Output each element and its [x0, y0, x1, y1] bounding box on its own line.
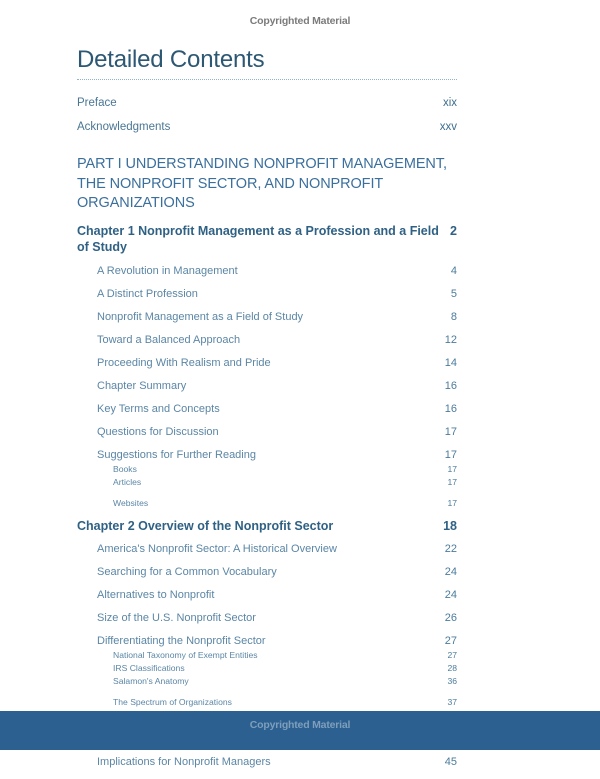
section-entry-page-number: 26 [444, 611, 457, 624]
subsection-entry-label: Salamon's Anatomy [113, 675, 189, 686]
section-entry[interactable] [97, 311, 457, 323]
subsection-entry-page-number: 28 [447, 662, 457, 673]
toc-body [77, 97, 457, 768]
section-entry-page-number: 16 [444, 402, 457, 415]
chapter-heading-page-number: 2 [450, 224, 457, 239]
section-entry-page-number: 16 [444, 379, 457, 392]
page-title: Detailed Contents [77, 46, 265, 73]
subsection-entry-page-number: 17 [447, 463, 457, 474]
section-entry-label: Size of the U.S. Nonprofit Sector [97, 611, 256, 624]
chapter-heading-label: Chapter 1 Nonprofit Management as a Profession and a Field of Study [77, 224, 439, 255]
section-entry-label: Differentiating the Nonprofit Sector [97, 634, 266, 647]
section-entry[interactable] [97, 380, 457, 392]
section-entry-label: Alternatives to Nonprofit [97, 588, 215, 601]
subsection-entry[interactable] [113, 676, 457, 686]
subsection-entry-page-number: 17 [447, 476, 457, 487]
section-entry-label: A Distinct Profession [97, 287, 198, 300]
subsection-entry-label: IRS Classifications [113, 662, 185, 673]
section-entry-label: Nonprofit Management as a Field of Study [97, 310, 304, 323]
section-entry-page-number: 17 [444, 425, 457, 438]
section-entry-label: Implications for Nonprofit Managers [97, 755, 271, 768]
section-entry-page-number: 27 [444, 634, 457, 647]
front-matter-entry-label: Acknowledgments [77, 121, 171, 134]
front-matter-entry-label: Preface [77, 97, 117, 110]
chapter-heading[interactable] [77, 518, 457, 534]
section-entry[interactable] [97, 635, 457, 647]
section-entry[interactable] [97, 357, 457, 369]
section-entry-page-number: 22 [444, 542, 457, 555]
subsection-entry-label: Articles [113, 476, 142, 487]
part-heading: PART I UNDERSTANDING NONPROFIT MANAGEMENT, THE NONPROFIT SECTOR, AND NONPROFIT ORGANIZATIONS [77, 156, 447, 211]
section-entry[interactable] [97, 403, 457, 415]
subsection-entry-page-number: 37 [447, 696, 457, 707]
section-entry-label: Suggestions for Further Reading [97, 448, 256, 461]
subsection-entry[interactable] [113, 697, 457, 707]
section-entry-page-number: 17 [444, 448, 457, 461]
subsection-entry-page-number: 27 [447, 649, 457, 660]
copyright-watermark-top: Copyrighted Material [249, 15, 351, 27]
section-entry-page-number: 14 [444, 356, 457, 369]
subsection-entry[interactable] [113, 650, 457, 660]
section-entry-page-number: 5 [450, 287, 457, 300]
section-entry[interactable] [97, 543, 457, 555]
subsection-entry[interactable] [113, 477, 457, 487]
section-entry[interactable] [97, 756, 457, 768]
title-divider [77, 79, 457, 81]
section-entry[interactable] [97, 449, 457, 461]
subsection-entry-page-number: 17 [447, 497, 457, 508]
section-entry-label: Key Terms and Concepts [97, 402, 220, 415]
subsection-entry-label: National Taxonomy of Exempt Entities [113, 649, 258, 660]
subsection-entry-label: Books [113, 463, 137, 474]
toc-content [77, 47, 457, 779]
section-entry[interactable] [97, 265, 457, 277]
section-entry-label: Searching for a Common Vocabulary [97, 565, 277, 578]
section-entry[interactable] [97, 566, 457, 578]
footer-band [0, 711, 600, 750]
section-entry-page-number: 24 [444, 565, 457, 578]
section-entry[interactable] [97, 612, 457, 624]
subsection-entry-label: Websites [113, 497, 149, 508]
front-matter-entry-page-number: xxv [439, 121, 457, 134]
section-entry[interactable] [97, 426, 457, 438]
front-matter-entry-page-number: xix [442, 97, 457, 110]
section-entry-label: Chapter Summary [97, 379, 187, 392]
copyright-watermark-bottom: Copyrighted Material [249, 719, 351, 731]
chapter-heading[interactable] [77, 223, 457, 256]
section-entry-page-number: 24 [444, 588, 457, 601]
section-entry[interactable] [97, 288, 457, 300]
section-entry[interactable] [97, 334, 457, 346]
section-entry-label: A Revolution in Management [97, 264, 238, 277]
subsection-entry-label: The Spectrum of Organizations [113, 696, 232, 707]
chapter-heading-label: Chapter 2 Overview of the Nonprofit Sector [77, 518, 334, 533]
front-matter-entry[interactable] [77, 97, 457, 109]
section-entry-page-number: 45 [444, 755, 457, 768]
section-entry-label: Toward a Balanced Approach [97, 333, 241, 346]
section-entry-page-number: 8 [450, 310, 457, 323]
section-entry-label: Questions for Discussion [97, 425, 219, 438]
section-entry-label: Proceeding With Realism and Pride [97, 356, 271, 369]
subsection-entry[interactable] [113, 464, 457, 474]
front-matter-entry[interactable] [77, 121, 457, 133]
section-entry-page-number: 4 [450, 264, 457, 277]
subsection-entry[interactable] [113, 498, 457, 508]
section-entry-label: America's Nonprofit Sector: A Historical Overview [97, 542, 337, 555]
section-entry-page-number: 12 [444, 333, 457, 346]
chapter-heading-page-number: 18 [443, 518, 457, 533]
subsection-entry[interactable] [113, 663, 457, 673]
section-entry[interactable] [97, 589, 457, 601]
subsection-entry-page-number: 36 [447, 675, 457, 686]
